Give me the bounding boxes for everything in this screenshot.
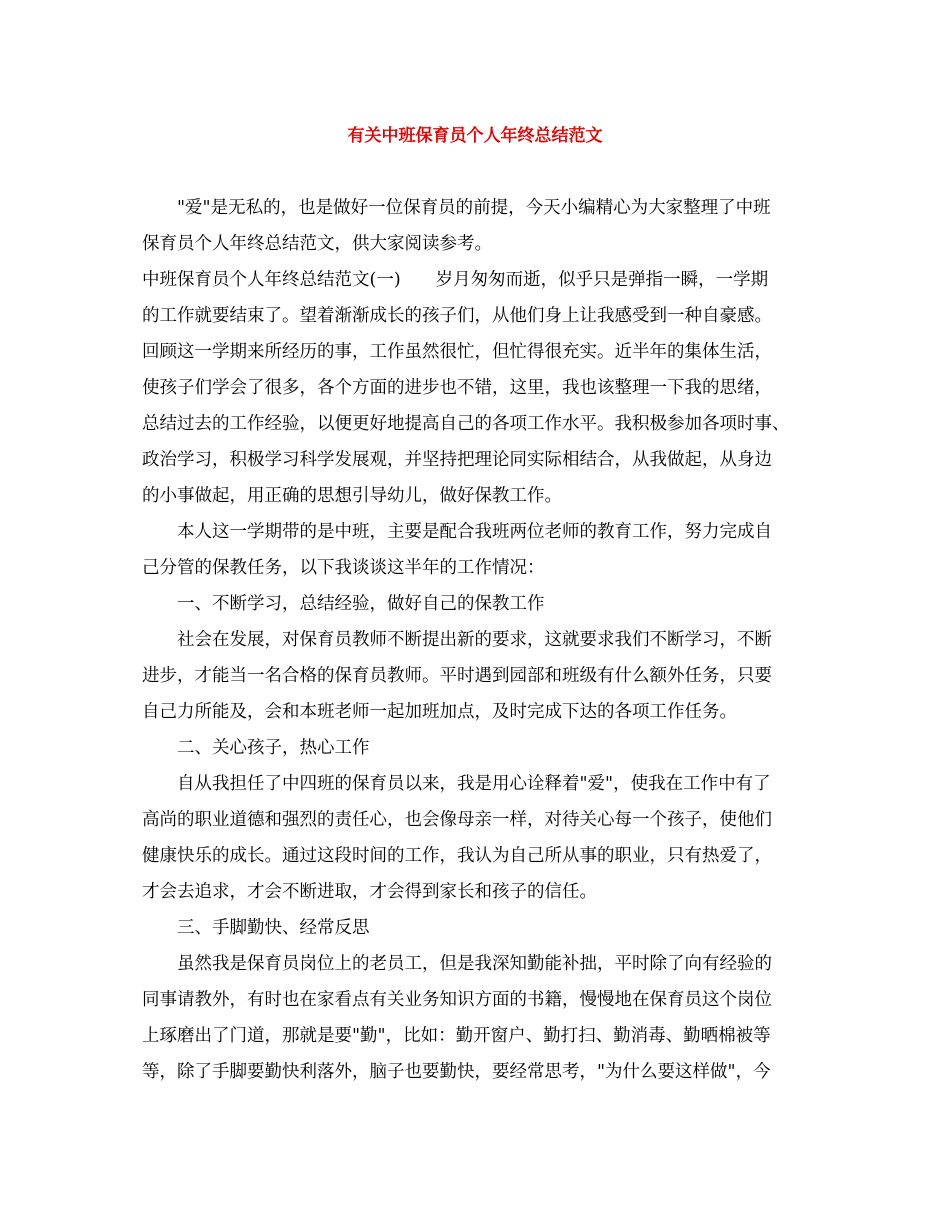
- paragraph-line: 自从我担任了中四班的保育员以来，我是用心诠释着"爱"，使我在工作中有了: [177, 774, 771, 794]
- paragraph-line: 进步，才能当一名合格的保育员教师。平时遇到园部和班级有什么额外任务，只要: [142, 666, 772, 686]
- section-heading: 二、关心孩子，热心工作: [177, 738, 370, 758]
- paragraph-line: 的工作就要结束了。望着渐渐成长的孩子们，从他们身上让我感受到一种自豪感。: [142, 306, 772, 326]
- paragraph-line: 回顾这一学期来所经历的事，工作虽然很忙，但忙得很充实。近半年的集体生活，: [142, 342, 772, 362]
- paragraph-line: 政治学习，积极学习科学发展观，并坚持把理论同实际相结合，从我做起，从身边: [142, 450, 772, 470]
- paragraph-line: 的小事做起，用正确的思想引导幼儿，做好保教工作。: [142, 486, 562, 506]
- paragraph-line: 同事请教外，有时也在家看点有关业务知识方面的书籍，慢慢地在保育员这个岗位: [142, 990, 772, 1010]
- paragraph-line: 健康快乐的成长。通过这段时间的工作，我认为自己所从事的职业，只有热爱了，: [142, 846, 772, 866]
- paragraph-line: "爱"是无私的，也是做好一位保育员的前提，今天小编精心为大家整理了中班: [177, 198, 771, 218]
- paragraph-line: 己分管的保教任务，以下我谈谈这半年的工作情况：: [142, 558, 545, 578]
- paragraph-line: 等，除了手脚要勤快利落外，脑子也要勤快，要经常思考，"为什么要这样做"，今: [142, 1062, 771, 1082]
- paragraph-line: 才会去追求，才会不断进取，才会得到家长和孩子的信任。: [142, 882, 597, 902]
- document-title: 有关中班保育员个人年终总结范文: [347, 126, 603, 146]
- paragraph-line: 上琢磨出了门道，那就是要"勤"，比如：勤开窗户、勤打扫、勤消毒、勤晒棉被等: [142, 1026, 771, 1046]
- paragraph-line: 高尚的职业道德和强烈的责任心，也会像母亲一样，对待关心每一个孩子，使他们: [142, 810, 772, 830]
- paragraph-line: 虽然我是保育员岗位上的老员工，但是我深知勤能补拙，平时除了向有经验的: [177, 954, 772, 974]
- paragraph-line: 自己力所能及，会和本班老师一起加班加点，及时完成下达的各项工作任务。: [142, 702, 737, 722]
- paragraph-line: 中班保育员个人年终总结范文(一) 岁月匆匆而逝，似乎只是弹指一瞬，一学期: [142, 270, 769, 290]
- paragraph-line: 总结过去的工作经验，以便更好地提高自己的各项工作水平。我积极参加各项时事、: [142, 414, 790, 434]
- section-heading: 三、手脚勤快、经常反思: [177, 918, 370, 938]
- paragraph-line: 保育员个人年终总结范文，供大家阅读参考。: [142, 234, 492, 254]
- section-heading: 一、不断学习，总结经验，做好自己的保教工作: [177, 594, 545, 614]
- paragraph-line: 社会在发展，对保育员教师不断提出新的要求，这就要求我们不断学习，不断: [177, 630, 772, 650]
- paragraph-line: 使孩子们学会了很多，各个方面的进步也不错，这里，我也该整理一下我的思绪，: [142, 378, 772, 398]
- paragraph-line: 本人这一学期带的是中班，主要是配合我班两位老师的教育工作，努力完成自: [177, 522, 772, 542]
